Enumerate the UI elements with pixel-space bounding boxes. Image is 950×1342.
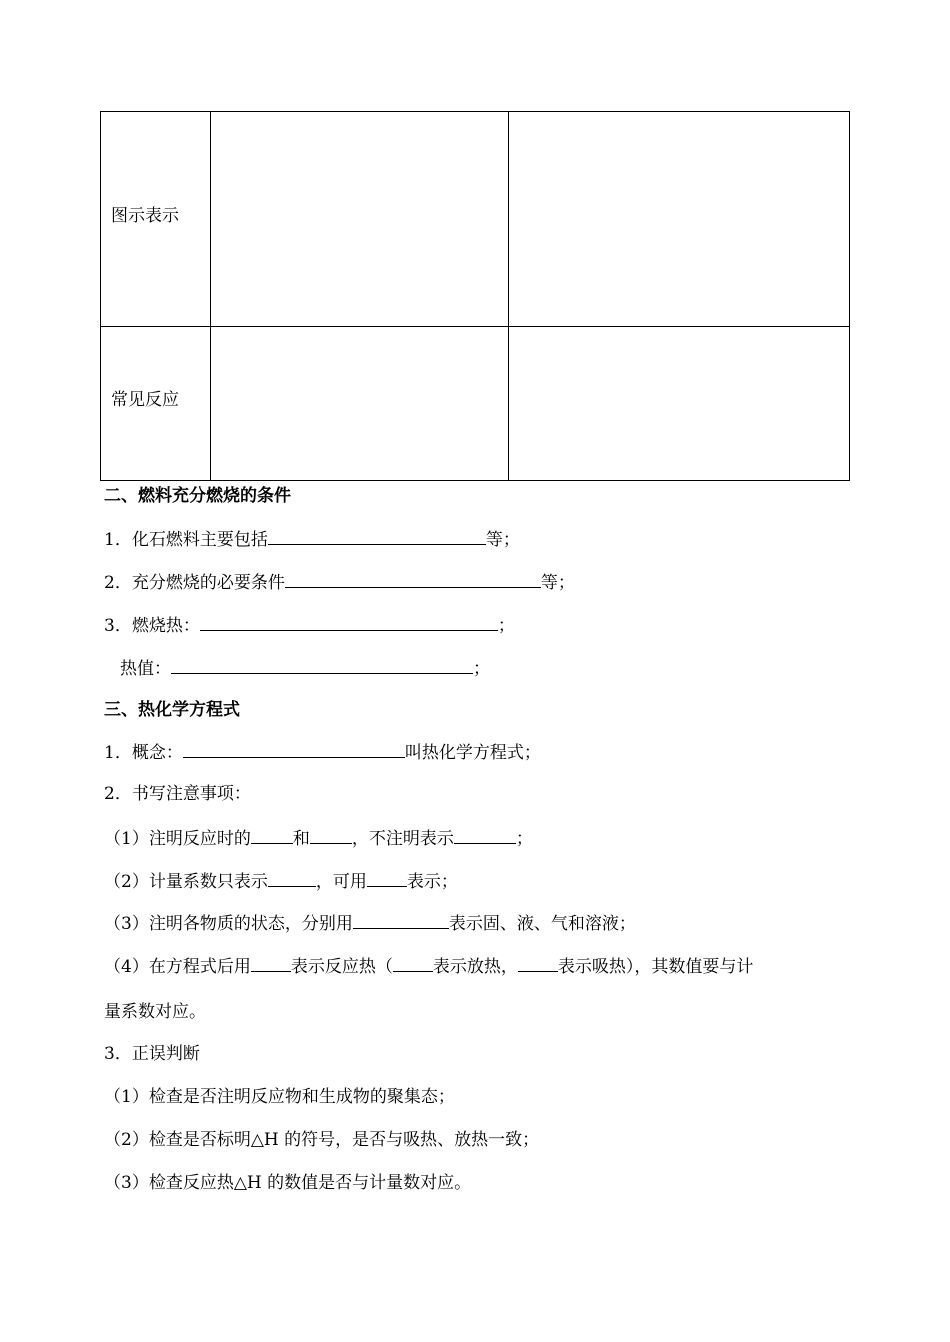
answer-blank[interactable] xyxy=(251,953,291,972)
row-label-reactions: 常见反应 xyxy=(111,390,179,410)
answer-blank[interactable] xyxy=(518,953,558,972)
judge-item-1: （1）检查是否注明反应物和生成物的聚集态； xyxy=(104,1087,455,1107)
answer-blank[interactable] xyxy=(200,612,498,631)
note-2: （2）计量系数只表示 ，可用 表示； xyxy=(104,868,458,894)
answer-blank[interactable] xyxy=(367,868,407,887)
answer-blank[interactable] xyxy=(251,825,293,844)
combustion-condition-line: 2．充分燃烧的必要条件 等； xyxy=(104,569,575,595)
notes-title: 2．书写注意事项： xyxy=(104,784,251,804)
note-1: （1）注明反应时的 和 ，不注明表示 ； xyxy=(104,825,533,851)
combustion-heat-line: 3．燃烧热： ； xyxy=(104,612,515,638)
note-3: （3）注明各物质的状态，分别用 表示固、液、气和溶液； xyxy=(104,910,636,936)
section-heading-fuel: 二、燃料充分燃烧的条件 xyxy=(104,486,291,506)
table-column-divider xyxy=(210,112,211,480)
table-row-divider xyxy=(101,326,849,327)
answer-blank[interactable] xyxy=(310,825,352,844)
fossil-fuel-line: 1．化石燃料主要包括 等； xyxy=(104,526,520,552)
section-heading-equation: 三、热化学方程式 xyxy=(104,700,240,720)
judge-title: 3．正误判断 xyxy=(104,1044,200,1064)
heat-value-line: 热值： ； xyxy=(120,655,490,681)
answer-blank[interactable] xyxy=(183,739,405,758)
answer-blank[interactable] xyxy=(268,868,316,887)
table-column-divider xyxy=(508,112,509,480)
judge-item-3: （3）检查反应热△H 的数值是否与计量数对应。 xyxy=(104,1173,472,1193)
note-4: （4）在方程式后用 表示反应热（ 表示放热， 表示吸热），其数值要与计 xyxy=(104,953,753,979)
answer-blank[interactable] xyxy=(454,825,516,844)
judge-item-2: （2）检查是否标明△H 的符号，是否与吸热、放热一致； xyxy=(104,1130,540,1150)
answer-blank[interactable] xyxy=(393,953,433,972)
answer-blank[interactable] xyxy=(268,526,486,545)
answer-blank[interactable] xyxy=(353,910,449,929)
concept-line: 1．概念： 叫热化学方程式； xyxy=(104,739,541,765)
answer-table xyxy=(100,111,850,481)
answer-blank[interactable] xyxy=(285,569,541,588)
answer-blank[interactable] xyxy=(171,655,473,674)
note-4-continued: 量系数对应。 xyxy=(104,1002,206,1022)
row-label-diagram: 图示表示 xyxy=(111,206,179,226)
